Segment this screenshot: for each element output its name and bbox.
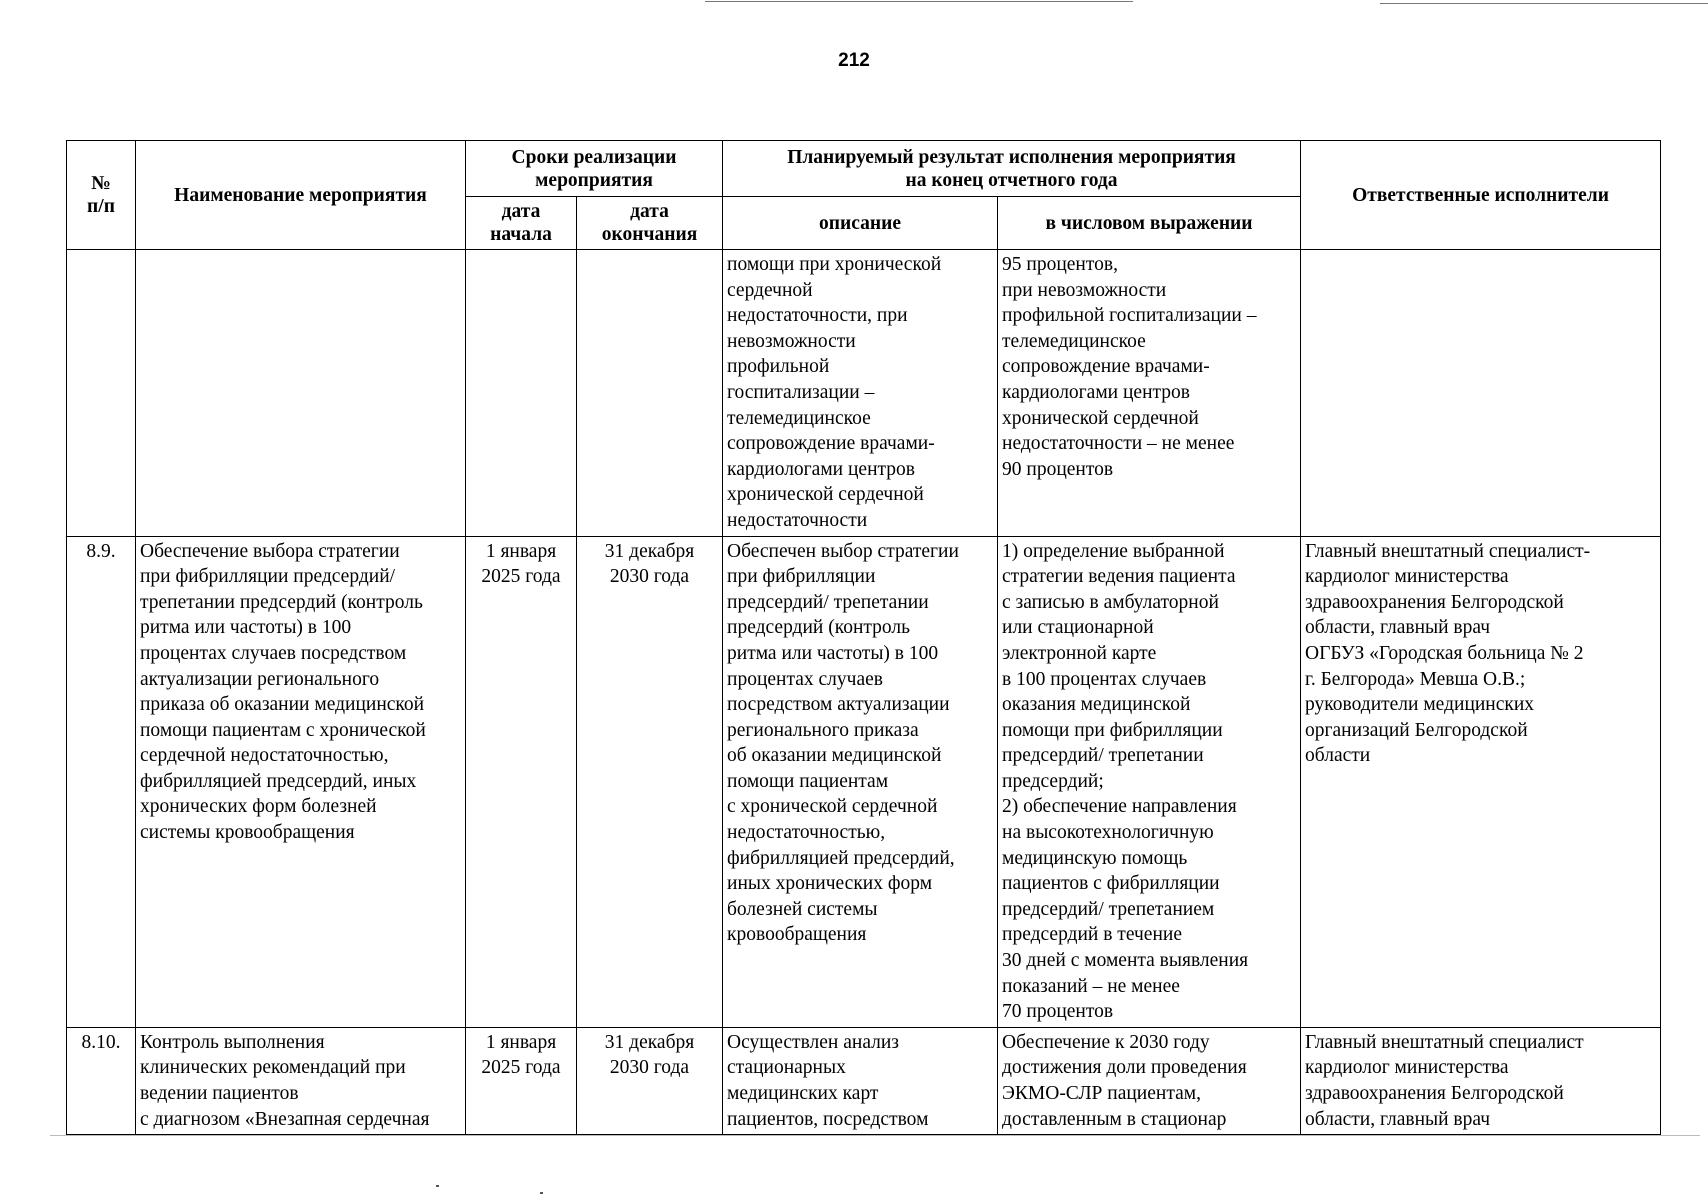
cell-start: 1 января 2025 года [466,536,577,1027]
cell-num: 8.10. [67,1027,136,1134]
cell-numeric: 95 процентов, при невозможности профильной госпитализации – телемедицинское сопровождение врачами- кардиологами центров хронической сердечной недостаточности – не менее 90 процентов [998,250,1301,537]
header-description: описание [723,197,998,250]
cell-num: 8.9. [67,536,136,1027]
activity-plan-table [66,140,1661,1135]
cell-num [67,250,136,537]
scan-edge-line-right [1380,3,1708,4]
header-executors: Ответственные исполнители [1301,141,1661,250]
cell-start: 1 января 2025 года [466,1027,577,1134]
cell-executors: Главный внештатный специалист- кардиолог министерства здравоохранения Белгородской области, главный врач ОГБУЗ «Городская больница № 2 г. Белгорода» Мевша О.В.; руководители медицинских организаций Белгородской области [1301,536,1661,1027]
table-row [67,250,1661,537]
cell-numeric: 1) определение выбранной стратегии ведения пациента с записью в амбулаторной или стационарной электронной карте в 100 процентах случаев оказания медицинской помощи при фибрилляции предсердий/ трепетании предсердий; 2) обеспечение направления на высокотехнологичную медицинскую помощь пациентов с фибрилляции предсердий/ трепетанием предсердий в течение 30 дней с момента выявления показаний – не менее 70 процентов [998,536,1301,1027]
header-terms: Сроки реализации мероприятия [466,141,723,197]
cell-executors [1301,250,1661,537]
table-row [67,1027,1661,1134]
header-start: дата начала [466,197,577,250]
header-num: № п/п [67,141,136,250]
table-header [67,141,1661,250]
cell-numeric: Обеспечение к 2030 году достижения доли проведения ЭКМО-СЛР пациентам, доставленным в стационар [998,1027,1301,1134]
cell-end: 31 декабря 2030 года [577,1027,723,1134]
cell-name [136,250,466,537]
cell-name: Контроль выполнения клинических рекомендаций при ведении пациентов с диагнозом «Внезапная сердечная [136,1027,466,1134]
header-result: Планируемый результат исполнения мероприятия на конец отчетного года [723,141,1301,197]
cell-description: Обеспечен выбор стратегии при фибрилляции предсердий/ трепетании предсердий (контроль ритма или частоты) в 100 процентах случаев посредством актуализации регионального приказа об оказании медицинской помощи пациентам с хронической сердечной недостаточностью, фибрилляцией предсердий, иных хронических форм болезней системы кровообращения [723,536,998,1027]
scan-bottom-line [50,1135,1700,1136]
cell-start [466,250,577,537]
cell-name: Обеспечение выбора стратегии при фибрилляции предсердий/ трепетании предсердий (контроль ритма или частоты) в 100 процентах случаев посредством актуализации регионального приказа об оказании медицинской помощи пациентам с хронической сердечной недостаточностью, фибрилляцией предсердий, иных хронических форм болезней системы кровообращения [136,536,466,1027]
page-number: 212 [838,50,870,71]
cell-description: Осуществлен анализ стационарных медицинских карт пациентов, посредством [723,1027,998,1134]
scan-speck [436,1185,439,1187]
header-end: дата окончания [577,197,723,250]
cell-end [577,250,723,537]
scan-edge-line-left [705,1,1133,2]
scan-speck [540,1192,543,1194]
header-name: Наименование мероприятия [136,141,466,250]
table-body [67,250,1661,1135]
header-row-top [67,141,1661,197]
header-numeric: в числовом выражении [998,197,1301,250]
cell-end: 31 декабря 2030 года [577,536,723,1027]
cell-description: помощи при хронической сердечной недостаточности, при невозможности профильной госпитализации – телемедицинское сопровождение врачами- кардиологами центров хронической сердечной недостаточности [723,250,998,537]
table-row [67,536,1661,1027]
cell-executors: Главный внештатный специалист кардиолог министерства здравоохранения Белгородской области, главный врач [1301,1027,1661,1134]
